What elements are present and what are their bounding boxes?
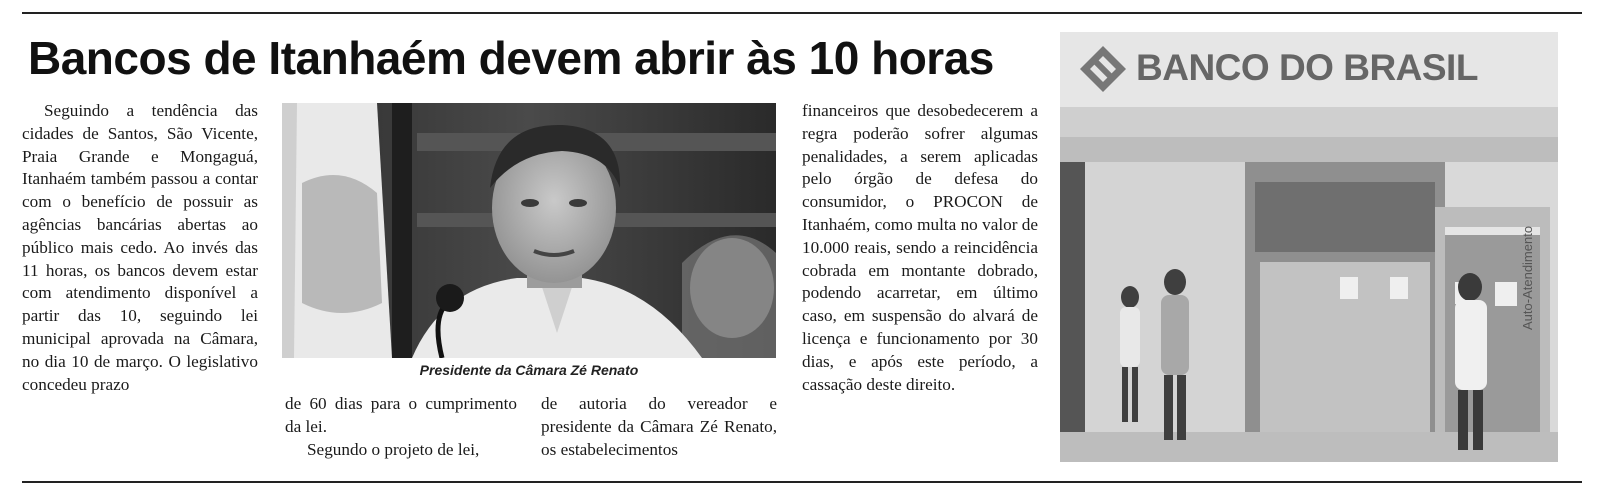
article-column-2 [285,393,517,461]
photo-caption: Presidente da Câmara Zé Renato [419,362,639,378]
bank-facade-illustration [1060,32,1558,462]
article-column-1 [22,100,258,396]
article-paragraph-2-end: financeiros que desobedecerem a regra poderão sofrer algumas penalidades, a serem aplicadas pelo órgão de defesa do consumidor, o PROCON de Itanhaém, como multa no valor de 10.000 reais, sendo a reincidência cobrada em montante dobrado, podendo acarretar, em último caso, em suspensão do alvará de licença e funcionamento por 30 dias, e após este período, a cassação deste direito. [802,101,1038,394]
bank-facade-photo [1060,32,1558,462]
article-paragraph-2-continued: de autoria do vereador e presidente da Câmara Zé Renato, os estabelecimentos [541,394,777,459]
article-column-4 [802,100,1038,396]
council-president-illustration [282,103,776,358]
headline: Bancos de Itanhaém devem abrir às 10 horas [28,32,994,84]
bank-sign-text: BANCO DO BRASIL [1136,47,1478,88]
article-paragraph-1: Seguindo a tendência das cidades de Santos, São Vicente, Praia Grande e Mongaguá, Itanhaém também passou a contar com o benefício de possuir as agências bancárias abertas ao público mais cedo. Ao invés das 11 horas, os bancos devem estar com atendimento disponível a partir das 10, seguindo lei municipal aprovada na Câmara, no dia 10 de março. O legislativo concedeu prazo [22,101,258,394]
bottom-rule [22,481,1582,483]
article-paragraph-1-continued: de 60 dias para o cumprimento da lei. [285,394,517,436]
council-president-photo [282,103,776,358]
article-column-3 [541,393,777,461]
article-paragraph-2: Segundo o projeto de lei, [307,439,480,459]
banco-do-brasil-logo-icon [1078,44,1128,94]
door-label: Auto-Atendimento [1520,225,1535,330]
top-rule [22,12,1582,14]
